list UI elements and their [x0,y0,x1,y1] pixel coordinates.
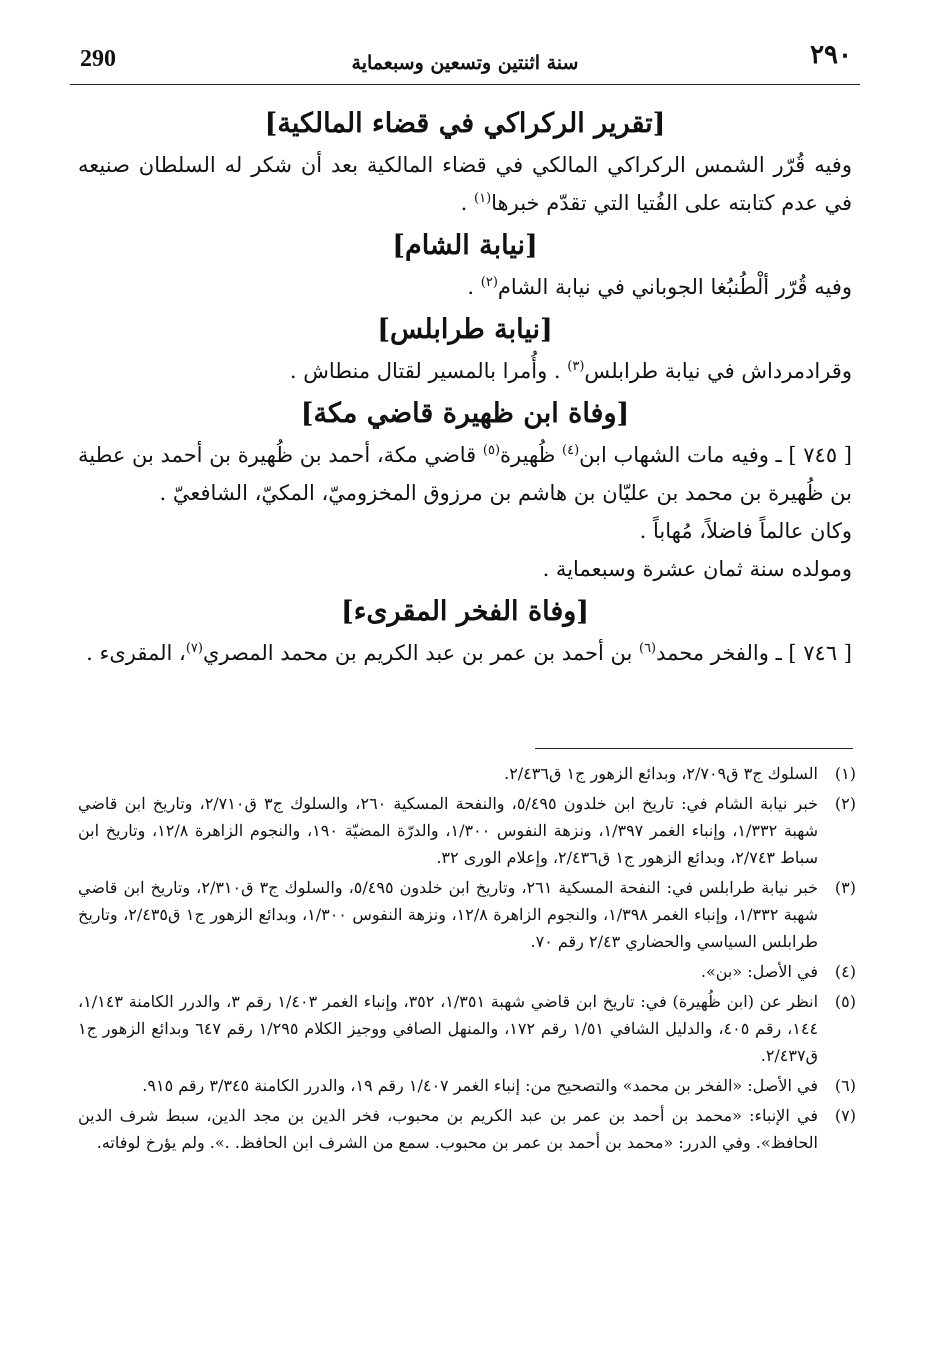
section-heading: [تقرير الركراكي في قضاء المالكية] [264,108,666,139]
footnote-ref: (٦) [638,641,657,656]
paragraph-tail: . [467,275,481,299]
paragraph-tail: ظُهيرة [500,443,563,467]
footnote-number: (٢) [834,794,856,813]
footnote-ref: (٤) [562,443,580,458]
paragraph-text: ومولده سنة ثمان عشرة وسبعماية . [542,557,852,581]
footnote-ref: (٣) [567,359,585,374]
footnote-text: خبر نيابة طرابلس في: النفحة المسكية ٢٦١، وتاريخ ابن خلدون ٥/٤٩٥، والسلوك ج٣ ق٢/٣١٠، وتاريخ ابن قاضي شهبة ١/٣٣٢، وإنباء الغمر ١/٣٩٨، والنجوم الزاهرة ١٢/٨، ونزهة النفوس ١/٣٠٠، وبدائع الزهور ج١ ق٢/٤٣٥، وتاريخ طرابلس السياسي والحضاري ٢/٤٣ رقم ٧٠. [78,878,819,951]
paragraph [78,352,852,390]
footnote-text: خبر نيابة الشام في: تاريخ ابن خلدون ٥/٤٩٥، والنفحة المسكية ٢٦٠، والسلوك ج٣ ق٢/٧١٠، وتاريخ ابن قاضي شهبة ١/٣٣٢، وإنباء الغمر ١/٣٩٧، ونزهة النفوس ١/٣٠٠، والدرّة المضيّة ١٩٠، والنجوم الزاهرة ١٢/٨، وتاريخ ابن سباط ٢/٧٤٣، وبدائع الزهور ج١ ق٢/٤٣٦، وإعلام الورى ٣٢. [78,794,819,867]
page-header [70,40,860,85]
page-number-arabic: ٢٩٠ [810,40,852,70]
section-heading: [نيابة الشام] [392,230,538,261]
paragraph [78,550,852,588]
footnote-ref: (١) [474,191,492,206]
footnote-separator [535,748,853,749]
footnote-number: (٦) [834,1076,856,1095]
paragraph-tail: بن أحمد بن عمر بن عبد الكريم بن محمد المصري [202,641,639,665]
footnote-ref: (٢) [480,275,498,290]
footnote-ref: (٧) [185,641,203,656]
paragraph-text: [ ٧٤٦ ] ـ والفخر محمد [656,641,852,665]
section-heading: [وفاة الفخر المقرىء] [340,596,590,627]
footnote-text: في الأصل: «الفخر بن محمد» والتصحيح من: إنباء الغمر ١/٤٠٧ رقم ١٩، والدرر الكامنة ٣/٣٤٥ رقم ٩١٥. [142,1076,818,1095]
main-text [78,100,852,672]
paragraph-text: وفيه قُرّر الشمس الركراكي المالكي في قضاء المالكية بعد أن شكر له السلطان صنيعه في عدم كتابته على الفُتيا التي تقدّم خبرها [78,153,852,215]
footnote [78,958,856,985]
footnote-text: انظر عن (ابن ظُهيرة) في: تاريخ ابن قاضي شهبة ١/٣٥١، ٣٥٢، وإنباء الغمر ١/٤٠٣ رقم ٣، والدرر الكامنة ١/١٤٣، ١٤٤، رقم ٤٠٥، والدليل الشافي ١/٥١ رقم ١٧٢، والمنهل الصافي ووجيز الكلام ١/٢٩٥ رقم ٦٤٧ وبدائع الزهور ج١ ق٢/٤٣٧. [78,992,819,1065]
paragraph [78,436,852,512]
footnote-text: في الأصل: «بن». [700,962,818,981]
paragraph-text: [ ٧٤٥ ] ـ وفيه مات الشهاب ابن [579,443,852,467]
footnote [78,988,856,1069]
footnote-number: (٣) [834,878,856,897]
paragraph-tail: ، المقرىء . [86,641,186,665]
paragraph-text: وقرادمرداش في نيابة طرابلس [584,359,852,383]
paragraph [78,146,852,222]
footnote-number: (٧) [834,1106,856,1125]
section-heading: [وفاة ابن ظهيرة قاضي مكة] [300,398,630,429]
footnote-number: (٤) [834,962,856,981]
paragraph-text: وكان عالماً فاضلاً، مُهاباً . [639,519,852,543]
footnote-number: (١) [834,764,856,783]
paragraph-tail: . وأُمرا بالمسير لقتال منطاش . [289,359,568,383]
paragraph-text: وفيه قُرّر ألْطُنبُغا الجوباني في نيابة الشام [497,275,852,299]
footnote-text: السلوك ج٣ ق٢/٧٠٩، وبدائع الزهور ج١ ق٢/٤٣٦. [504,764,818,783]
footnote-number: (٥) [834,992,856,1011]
section-heading: [نيابة طرابلس] [377,314,553,345]
running-title: سنة اثنتين وتسعين وسبعماية [351,52,579,74]
page-number-latin: 290 [80,46,116,72]
paragraph [78,634,852,672]
paragraph-tail: . [460,191,474,215]
paragraph [78,268,852,306]
footnote-text: في الإنباء: «محمد بن أحمد بن عمر بن عبد الكريم بن محبوب، فخر الدين بن مجد الدين، سبط شرف الدين الحافظ». وفي الدرر: «محمد بن أحمد بن عمر بن محبوب. سمع من الشرف ابن الحافظ. .». ولم يؤرخ لوفاته. [78,1106,818,1152]
footnote-ref: (٥) [482,443,501,458]
footnote [78,874,856,955]
footnote [78,790,856,871]
paragraph-tail: قاضي مكة، أحمد بن ظُهيرة بن أحمد بن عطية بن ظُهيرة بن محمد بن عليّان بن هاشم بن مرزوق المخزوميّ، المكيّ، الشافعيّ . [78,443,852,505]
footnotes [78,760,856,1159]
footnote [78,760,856,787]
footnote [78,1072,856,1099]
footnote [78,1102,856,1156]
paragraph [78,512,852,550]
